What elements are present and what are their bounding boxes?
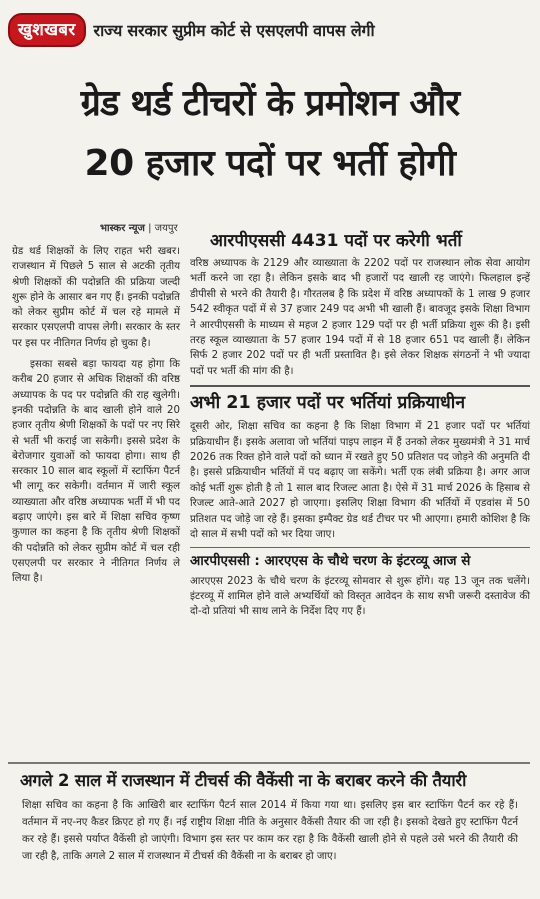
byline-place: | जयपुर xyxy=(148,223,178,234)
main-headline-line2: 20 हजार पदों पर भर्ती होगी xyxy=(84,143,456,184)
main-headline xyxy=(10,76,530,196)
section3-heading: आरपीएससी : आरएएस के चौथे चरण के इंटरव्यू आज से xyxy=(190,547,530,572)
byline xyxy=(100,220,178,234)
kicker-headline: राज्य सरकार सुप्रीम कोर्ट से एसएलपी वापस लेगी xyxy=(93,21,375,40)
byline-source: भास्कर न्यूज xyxy=(100,223,145,234)
top-bar xyxy=(8,10,532,50)
khushkhabar-badge: खुशखबर xyxy=(8,13,86,47)
left-paragraph-2: इसका सबसे बड़ा फायदा यह होगा कि करीब 20 हजार से अधिक शिक्षकों की वरिष्ठ अध्यापक के पद पर पदोन्नति की राह खुलेगी। इनकी पदोन्नति के बाद खाली होने वाले 20 हजार तृतीय श्रेणी शिक्षकों के पदों पर नए सिरे से भर्ती भी कराई जा सकेगी। इससे प्रदेश के बेरोजगार युवाओं को फायदा होगा। साथ ही सरकार 10 साल बाद स्कूलों में स्टाफिंग पैटर्न भी लागू कर सकेगी। वर्तमान में जारी स्कूल व्याख्याता और वरिष्ठ अध्यापक भर्ती में भी पद बढ़ाए जाएंगे। इस बारे में शिक्षा सचिव कृष्ण कुणाल का कहना है कि तृतीय श्रेणी शिक्षकों की पदोन्नति को लेकर सुप्रीम कोर्ट में चल रही एसएलपी पर सरकार ने नीतिगत निर्णय ले लिया है। xyxy=(12,359,180,585)
main-headline-line1: ग्रेड थर्ड टीचरों के प्रमोशन और xyxy=(80,83,460,124)
section2-text: दूसरी ओर, शिक्षा सचिव का कहना है कि शिक्षा विभाग में 21 हजार पदों पर भर्तियां प्रक्रियाधीन हैं। इसके अलावा जो भर्तियां पाइप लाइन में हैं उनको लेकर मुख्यमंत्री ने 31 मार्च 2026 तक रिक्त होने वाले पदों को ध्यान में रखते हुए 50 प्रतिशत पद जोड़ने की अनुमति दी है। इससे प्रक्रियाधीन भर्तियों में पद बढ़ाए जा सकेंगे। भर्ती एक लंबी प्रक्रिया है। अगर आज कोई भर्ती शुरू होती है तो 1 साल बाद रिजल्ट आता है। ऐसे में 31 मार्च 2026 के हिसाब से रिजल्ट आते-आते 2027 हो जाएगा। इसलिए शिक्षा विभाग की भर्तियों में एडवांस में 50 प्रतिशत पद जोड़े जा रहे हैं। इसका इम्पैक्ट ग्रेड थर्ड टीचर पर भी आएगा। हमारी कोशिश है कि दो साल में सभी पदों को भर दिया जाए। xyxy=(190,421,530,541)
right-column xyxy=(190,228,530,620)
bottom-section xyxy=(8,762,530,892)
section2-heading: अभी 21 हजार पदों पर भर्तियां प्रक्रियाधीन xyxy=(190,385,530,417)
section1-text: वरिष्ठ अध्यापक के 2129 और व्याख्याता के 2202 पदों पर राजस्थान लोक सेवा आयोग भर्ती करने जा रहा है। लेकिन इसके बाद भी हजारों पद खाली रह जाएंगे। फिलहाल इन्हें डीपीसी से भरने की तैयारी है। गौरतलब है कि प्रदेश में वरिष्ठ अध्यापकों के 1 लाख 9 हजार 542 स्वीकृत पदों में से 37 हजार 249 पद अभी भी खाली हैं। बावजूद इसके शिक्षा विभाग ने आरपीएससी के माध्यम से महज 2 हजार 129 पदों पर ही भर्ती प्रक्रिया शुरू की है। इसी तरह स्कूल व्याख्याता के 57 हजार 194 पदों में से 18 हजार 651 पद खाली हैं। लेकिन सिर्फ 2 हजार 202 पदों पर ही भर्ती प्रस्तावित है। इसे लेकर शिक्षक संगठनों ने भी ज्यादा पदों पर भर्ती की मांग की है। xyxy=(190,258,530,377)
bottom-text: शिक्षा सचिव का कहना है कि आखिरी बार स्टाफिंग पैटर्न साल 2014 में किया गया था। इसलिए इस बार स्टाफिंग पैटर्न कर रहे हैं। वर्तमान में नए-नए कैडर क्रिएट हो गए हैं। नई राष्ट्रीय शिक्षा नीति के अनुसार वैकेंसी तैयार की जा रही है। इसको देखते हुए स्टाफिंग पैटर्न कर रहे हैं। इससे पर्याप्त वैकेंसी हो जाएंगी। विभाग इस स्तर पर काम कर रहा है कि वैकेंसी खाली होने से पहले उसे भरने की तैयारी की जा रही है, ताकि अगले 2 साल में राजस्थान में टीचर्स की वैकेंसी ना के बराबर हो जाए। xyxy=(22,800,518,862)
section3-text: आरएएस 2023 के चौथे चरण के इंटरव्यू सोमवार से शुरू होंगे। यह 13 जून तक चलेंगे। इंटरव्यू में शामिल होने वाले अभ्यर्थियों को विस्तृत आवेदन के साथ सभी जरूरी दस्तावेज की दो-दो प्रतियां भी साथ लाने के निर्देश दिए गए हैं। xyxy=(190,575,530,618)
left-column xyxy=(12,244,180,593)
bottom-heading: अगले 2 साल में राजस्थान में टीचर्स की वैकेंसी ना के बराबर करने की तैयारी xyxy=(20,771,467,790)
left-paragraph-1: ग्रेड थर्ड शिक्षकों के लिए राहत भरी खबर। राजस्थान में पिछले 5 साल से अटकी तृतीय श्रेणी शिक्षकों की पदोन्नति की प्रक्रिया जल्दी शुरू होने के आसार बन गए हैं। इनकी पदोन्नति को लेकर सुप्रीम कोर्ट में चल रहे मामले में सरकार एसएलपी वापस लेगी। सरकार के स्तर पर इस पर नीतिगत निर्णय हो चुका है। xyxy=(12,246,180,349)
section1-heading: आरपीएससी 4431 पदों पर करेगी भर्ती xyxy=(210,231,462,251)
